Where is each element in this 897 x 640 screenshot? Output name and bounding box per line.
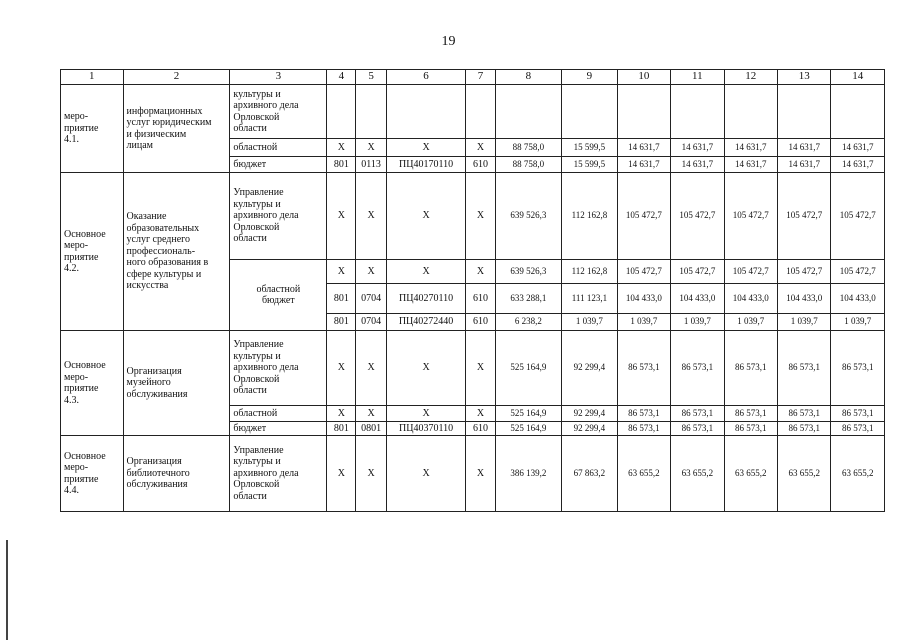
data-cell: 63 655,2	[778, 436, 831, 512]
data-cell: 14 631,7	[724, 157, 777, 173]
header-cell: 10	[617, 70, 670, 85]
data-cell: 14 631,7	[617, 157, 670, 173]
data-cell: 92 299,4	[562, 422, 617, 436]
data-cell: 633 288,1	[495, 284, 562, 314]
header-cell: 2	[123, 70, 230, 85]
data-cell: 610	[466, 157, 495, 173]
data-cell: 111 123,1	[562, 284, 617, 314]
data-cell: 0801	[356, 422, 386, 436]
data-cell: 63 655,2	[724, 436, 777, 512]
data-cell: ПЦ40370110	[386, 422, 466, 436]
data-cell: 104 433,0	[617, 284, 670, 314]
measure-description: Организация музейного обслуживания	[123, 331, 230, 436]
data-cell: X	[356, 331, 386, 406]
data-cell: ПЦ40170110	[386, 157, 466, 173]
data-cell: 525 164,9	[495, 331, 562, 406]
data-cell: 88 758,0	[495, 139, 562, 157]
data-cell: 525 164,9	[495, 422, 562, 436]
measure-name: Основное меро- приятие 4.4.	[61, 436, 124, 512]
data-cell: 86 573,1	[671, 406, 724, 422]
header-cell: 6	[386, 70, 466, 85]
data-cell: X	[386, 436, 466, 512]
data-cell: 86 573,1	[778, 422, 831, 436]
data-cell: 86 573,1	[831, 422, 885, 436]
data-cell: 86 573,1	[778, 406, 831, 422]
executor-cell: Управление культуры и архивного дела Орловской области	[230, 173, 327, 260]
data-cell: 112 162,8	[562, 173, 617, 260]
measure-name: Основное меро- приятие 4.3.	[61, 331, 124, 436]
data-cell: ПЦ40270110	[386, 284, 466, 314]
header-cell: 5	[356, 70, 386, 85]
data-cell: 86 573,1	[778, 331, 831, 406]
data-cell: 1 039,7	[671, 314, 724, 331]
data-cell: X	[466, 139, 495, 157]
table-row	[61, 436, 885, 512]
header-cell: 4	[327, 70, 356, 85]
data-cell: 105 472,7	[724, 260, 777, 284]
data-cell: X	[327, 260, 356, 284]
data-cell: 1 039,7	[724, 314, 777, 331]
executor-cell: Управление культуры и архивного дела Орловской области	[230, 331, 327, 406]
data-cell: 1 039,7	[617, 314, 670, 331]
data-cell: 14 631,7	[778, 157, 831, 173]
data-cell: 525 164,9	[495, 406, 562, 422]
data-cell: 105 472,7	[778, 173, 831, 260]
data-cell: 1 039,7	[778, 314, 831, 331]
data-cell: 14 631,7	[724, 139, 777, 157]
data-cell: 801	[327, 422, 356, 436]
data-cell: 86 573,1	[617, 406, 670, 422]
data-cell: 104 433,0	[724, 284, 777, 314]
data-cell: X	[356, 406, 386, 422]
data-cell: 15 599,5	[562, 157, 617, 173]
data-cell: 86 573,1	[831, 406, 885, 422]
data-cell: 105 472,7	[831, 173, 885, 260]
data-cell: 14 631,7	[671, 157, 724, 173]
data-cell: 610	[466, 284, 495, 314]
data-cell: X	[386, 139, 466, 157]
data-cell: 1 039,7	[831, 314, 885, 331]
data-cell: 86 573,1	[831, 331, 885, 406]
data-cell: 0113	[356, 157, 386, 173]
header-row	[61, 70, 885, 85]
data-cell: X	[356, 139, 386, 157]
header-cell: 3	[230, 70, 327, 85]
data-cell: 105 472,7	[617, 173, 670, 260]
measure-description: информационных услуг юридическим и физическим лицам	[123, 85, 230, 173]
data-cell: 86 573,1	[724, 331, 777, 406]
data-cell: 105 472,7	[671, 260, 724, 284]
data-cell: X	[356, 260, 386, 284]
data-cell: 14 631,7	[778, 139, 831, 157]
data-cell: 86 573,1	[671, 422, 724, 436]
data-cell: X	[466, 331, 495, 406]
header-cell: 9	[562, 70, 617, 85]
data-cell: 105 472,7	[724, 173, 777, 260]
data-cell: 86 573,1	[617, 422, 670, 436]
data-cell: 801	[327, 284, 356, 314]
data-cell: X	[327, 406, 356, 422]
budget-label: областной бюджет	[230, 260, 327, 331]
data-cell: X	[386, 173, 466, 260]
data-cell: 88 758,0	[495, 157, 562, 173]
data-cell: X	[356, 173, 386, 260]
measure-description: Оказание образовательных услуг среднего профессиональ- ного образования в сфере культуры и искусства	[123, 173, 230, 331]
data-cell: 639 526,3	[495, 260, 562, 284]
table-row	[61, 331, 885, 406]
data-cell: X	[466, 260, 495, 284]
budget-label: бюджет	[230, 422, 327, 436]
data-cell: 801	[327, 314, 356, 331]
header-cell: 8	[495, 70, 562, 85]
data-cell: 104 433,0	[831, 284, 885, 314]
data-cell: 105 472,7	[671, 173, 724, 260]
data-cell: 86 573,1	[671, 331, 724, 406]
budget-label: областной	[230, 139, 327, 157]
data-cell: 610	[466, 422, 495, 436]
header-cell: 13	[778, 70, 831, 85]
data-cell: 14 631,7	[831, 139, 885, 157]
data-cell: 0704	[356, 314, 386, 331]
budget-label: областной	[230, 406, 327, 422]
data-cell: 1 039,7	[562, 314, 617, 331]
data-cell: X	[386, 406, 466, 422]
data-cell: 86 573,1	[724, 406, 777, 422]
budget-table	[60, 69, 885, 512]
data-cell: X	[466, 406, 495, 422]
measure-name: меро- приятие 4.1.	[61, 85, 124, 173]
data-cell: 105 472,7	[617, 260, 670, 284]
data-cell: X	[386, 260, 466, 284]
measure-description: Организация библиотечного обслуживания	[123, 436, 230, 512]
data-cell: 92 299,4	[562, 406, 617, 422]
measure-name: Основное меро- приятие 4.2.	[61, 173, 124, 331]
data-cell: 92 299,4	[562, 331, 617, 406]
executor-cell: Управление культуры и архивного дела Орловской области	[230, 436, 327, 512]
header-cell: 1	[61, 70, 124, 85]
data-cell: 112 162,8	[562, 260, 617, 284]
data-cell: X	[327, 139, 356, 157]
header-cell: 11	[671, 70, 724, 85]
data-cell: 610	[466, 314, 495, 331]
data-cell: 104 433,0	[778, 284, 831, 314]
data-cell: X	[466, 436, 495, 512]
data-cell: X	[466, 173, 495, 260]
data-cell: 86 573,1	[724, 422, 777, 436]
data-cell: 63 655,2	[671, 436, 724, 512]
data-cell: 105 472,7	[831, 260, 885, 284]
header-cell: 14	[831, 70, 885, 85]
executor-cell: культуры и архивного дела Орловской области	[230, 85, 327, 139]
data-cell: 63 655,2	[617, 436, 670, 512]
budget-label: бюджет	[230, 157, 327, 173]
header-cell: 7	[466, 70, 495, 85]
scan-edge-mark	[6, 540, 8, 640]
data-cell: 14 631,7	[671, 139, 724, 157]
data-cell: X	[386, 331, 466, 406]
data-cell: ПЦ40272440	[386, 314, 466, 331]
data-cell: 14 631,7	[831, 157, 885, 173]
table-row	[61, 173, 885, 260]
data-cell: X	[327, 173, 356, 260]
data-cell: 105 472,7	[778, 260, 831, 284]
data-cell: 386 139,2	[495, 436, 562, 512]
data-cell: X	[327, 436, 356, 512]
data-cell: 0704	[356, 284, 386, 314]
data-cell: 801	[327, 157, 356, 173]
page-number: 19	[441, 34, 456, 49]
header-cell: 12	[724, 70, 777, 85]
data-cell: 639 526,3	[495, 173, 562, 260]
data-cell: 67 863,2	[562, 436, 617, 512]
data-cell: X	[327, 331, 356, 406]
table-row	[61, 85, 885, 139]
data-cell: 15 599,5	[562, 139, 617, 157]
data-cell: 86 573,1	[617, 331, 670, 406]
data-cell: 6 238,2	[495, 314, 562, 331]
data-cell: 63 655,2	[831, 436, 885, 512]
data-cell: 14 631,7	[617, 139, 670, 157]
data-cell: X	[356, 436, 386, 512]
data-cell: 104 433,0	[671, 284, 724, 314]
